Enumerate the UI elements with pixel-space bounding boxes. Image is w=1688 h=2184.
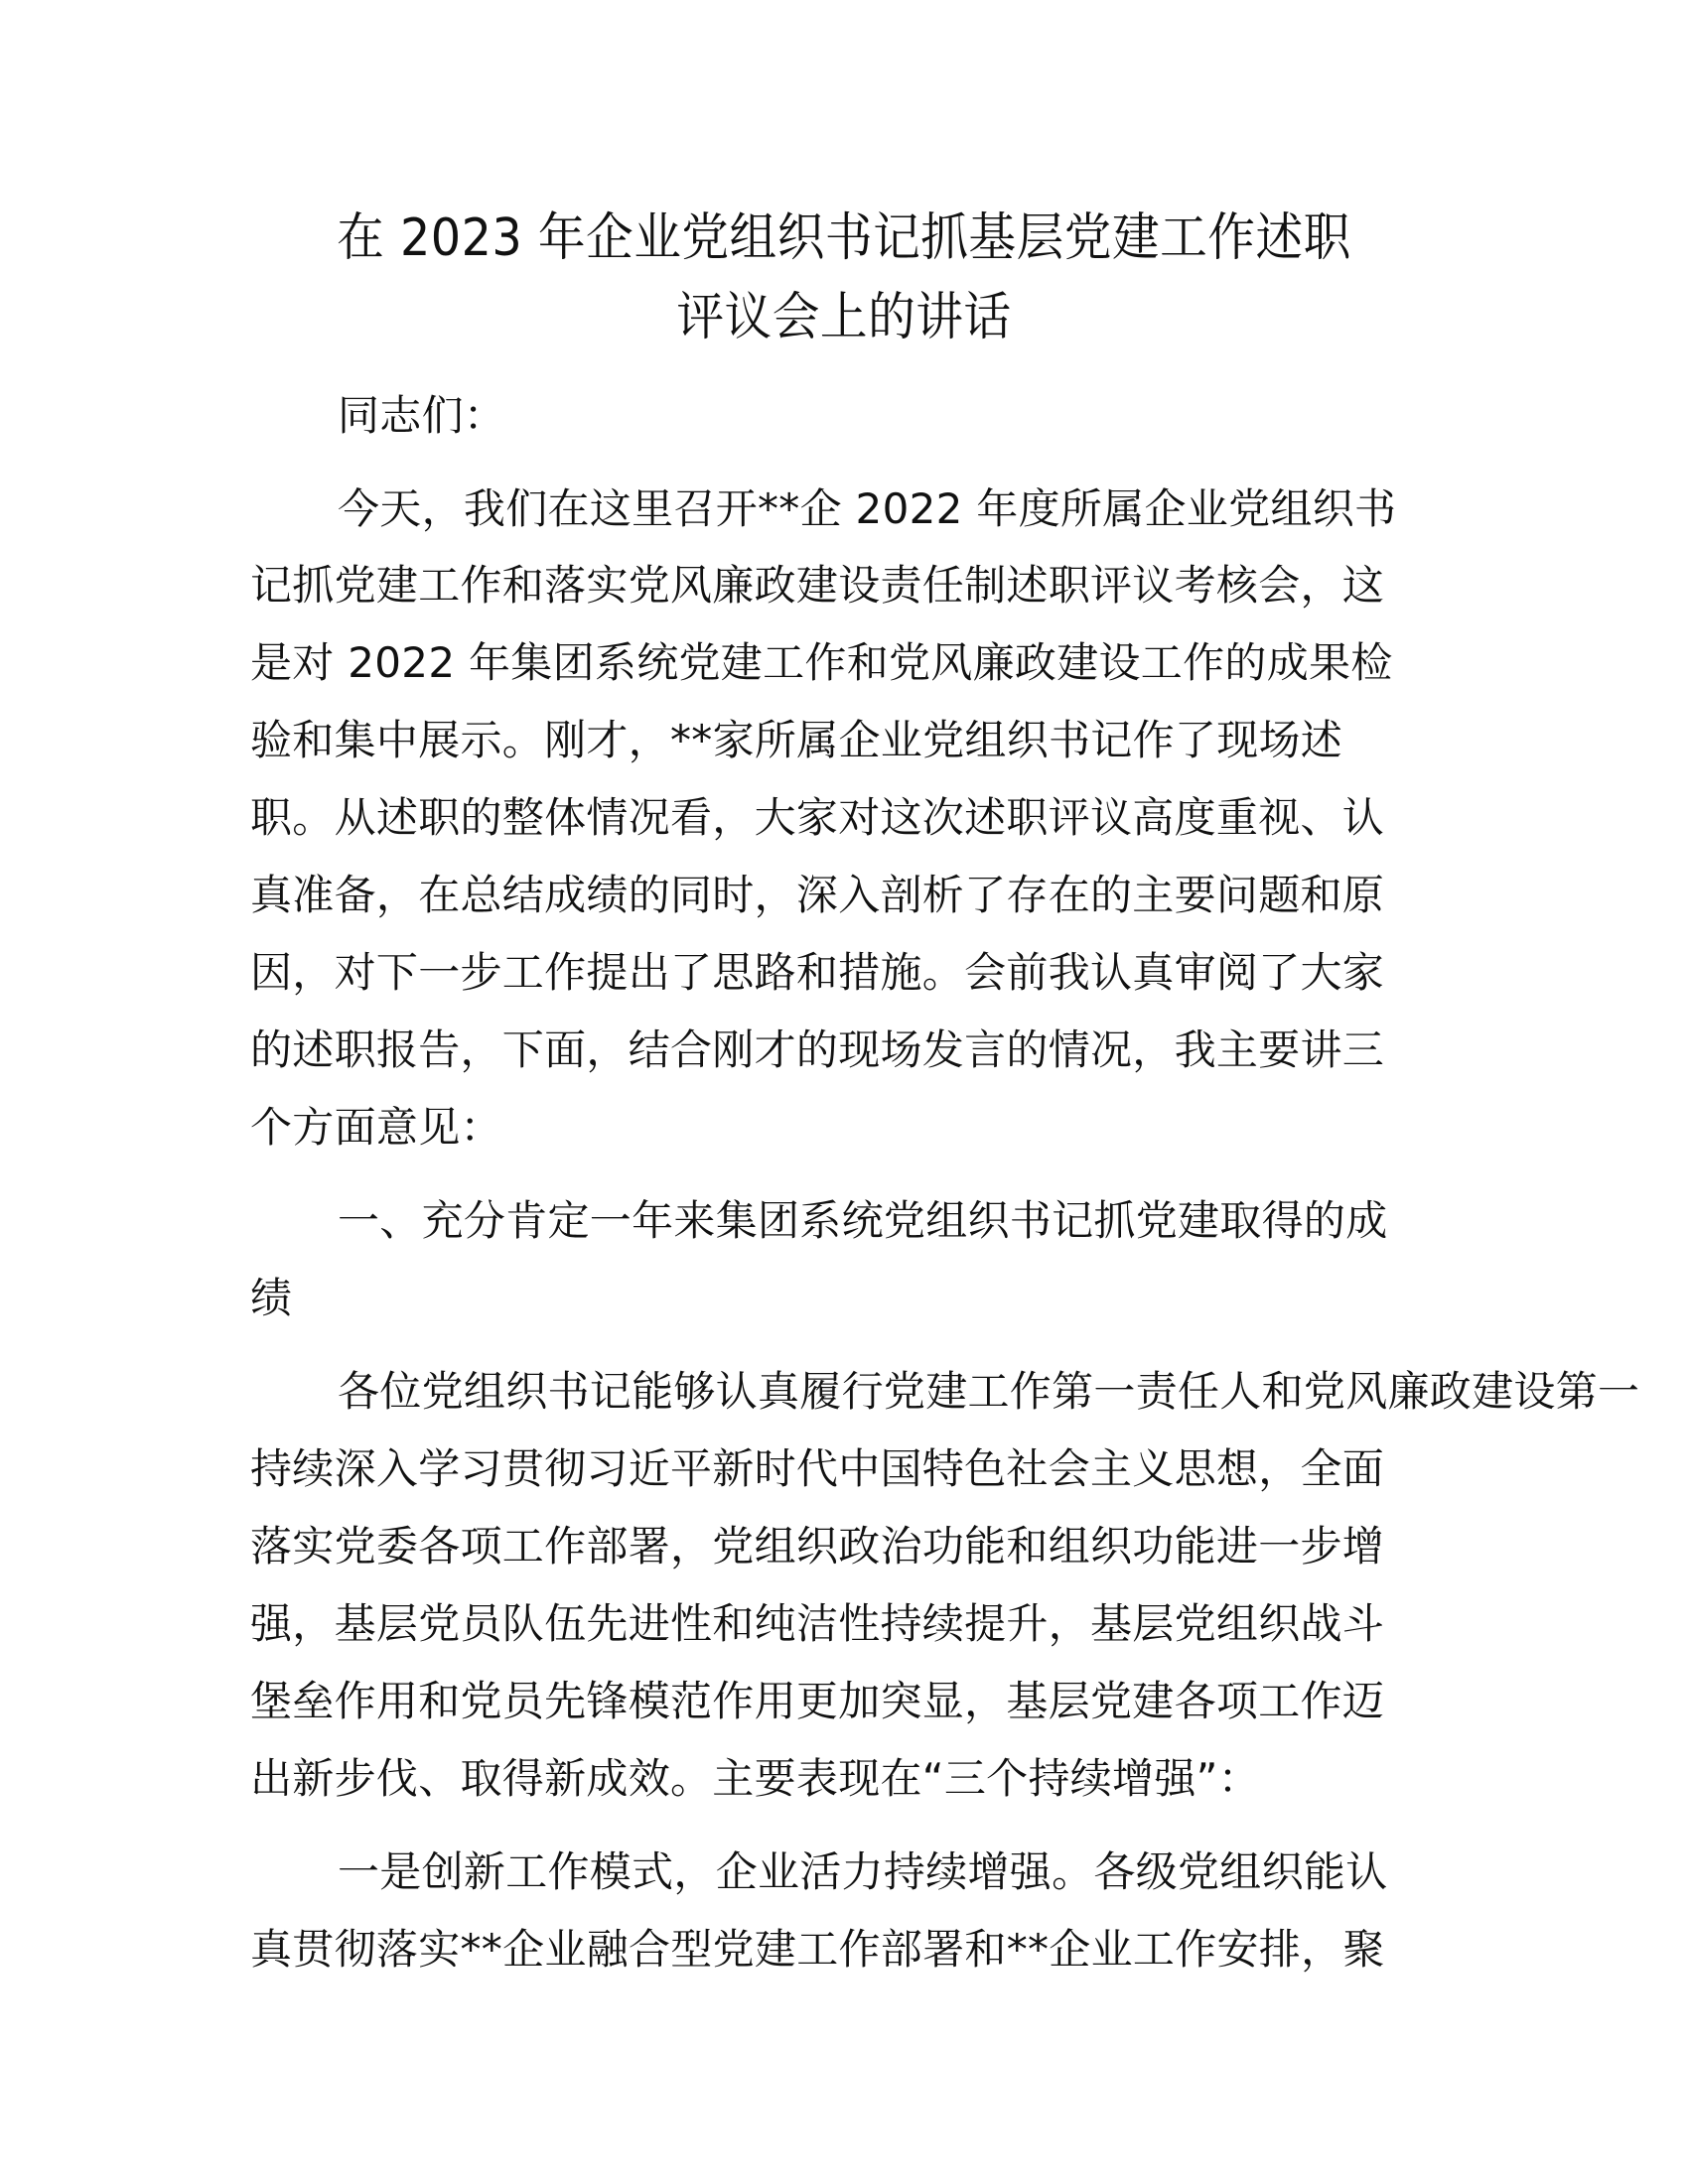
paragraph-2-line-2: 持续深入学习贯彻习近平新时代中国特色社会主义思想，全面 (250, 1444, 1385, 1493)
document-title-line-1: 在 2023 年企业党组织书记抓基层党建工作述职 (337, 208, 1351, 268)
document-title-line-2: 评议会上的讲话 (676, 288, 1012, 347)
heading-1-line-2: 绩 (250, 1274, 293, 1322)
paragraph-2-line-3: 落实党委各项工作部署，党组织政治功能和组织功能进一步增 (250, 1522, 1385, 1570)
paragraph-1-line-1: 今天，我们在这里召开**企 2022 年度所属企业党组织书 (338, 484, 1397, 533)
paragraph-2-line-4: 强，基层党员队伍先进性和纯洁性持续提升，基层党组织战斗 (250, 1599, 1385, 1648)
paragraph-1-line-6: 真准备，在总结成绩的同时，深入剖析了存在的主要问题和原 (250, 871, 1385, 919)
paragraph-1-line-5: 职。从述职的整体情况看，大家对这次述职评议高度重视、认 (250, 793, 1385, 842)
paragraph-3-line-2: 真贯彻落实**企业融合型党建工作部署和**企业工作安排，聚 (250, 1925, 1385, 1974)
paragraph-2-line-1: 各位党组织书记能够认真履行党建工作第一责任人和党风廉政建设第一 (338, 1367, 1640, 1416)
paragraph-1-line-4: 验和集中展示。刚才，**家所属企业党组织书记作了现场述 (250, 716, 1343, 764)
paragraph-3-line-1: 一是创新工作模式，企业活力持续增强。各级党组织能认 (338, 1847, 1388, 1896)
paragraph-1-line-7: 因，对下一步工作提出了思路和措施。会前我认真审阅了大家 (250, 948, 1385, 997)
paragraph-1-line-8: 的述职报告，下面，结合刚才的现场发言的情况，我主要讲三 (250, 1025, 1385, 1074)
paragraph-2-line-6: 出新步伐、取得新成效。主要表现在“三个持续增强”： (250, 1754, 1261, 1803)
paragraph-1-line-9: 个方面意见： (250, 1103, 502, 1152)
heading-1-line-1: 一、充分肯定一年来集团系统党组织书记抓党建取得的成 (338, 1196, 1388, 1245)
salutation: 同志们： (338, 391, 506, 440)
paragraph-2-line-5: 堡垒作用和党员先锋模范作用更加突显，基层党建各项工作迈 (250, 1677, 1385, 1725)
paragraph-1-line-2: 记抓党建工作和落实党风廉政建设责任制述职评议考核会，这 (250, 561, 1385, 610)
paragraph-1-line-3: 是对 2022 年集团系统党建工作和党风廉政建设工作的成果检 (250, 638, 1393, 687)
